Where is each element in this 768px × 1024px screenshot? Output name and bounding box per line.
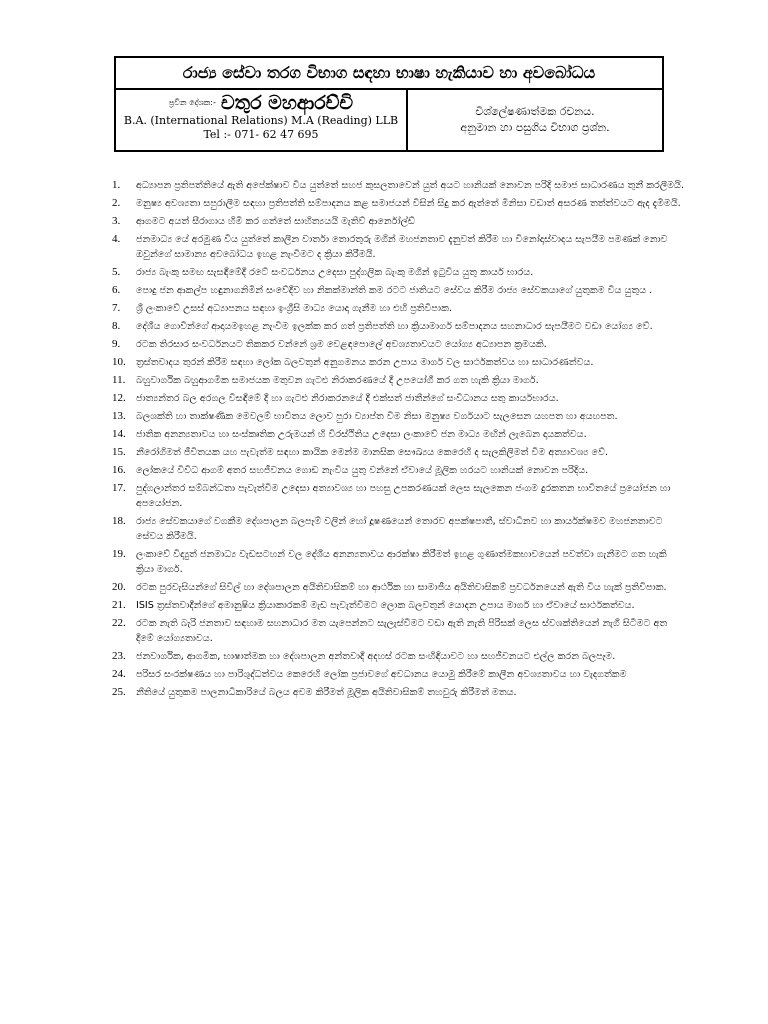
list-item-text: ජාත්‍යන්තර බල අරගල විසඳීමේ දී හා ගැටළු නිරාකරනයේ දී එක්සත් ජාතීන්ගේ සංවිධානය සතු කාර්යභාරය. bbox=[136, 393, 559, 404]
list-item bbox=[112, 319, 684, 334]
list-item bbox=[112, 685, 684, 700]
list-item bbox=[112, 547, 684, 577]
list-item-text: පරිසර සංරක්ෂණය හා පාරිශුද්ධත්වය කෙරෙහි ලෝක ප්‍රජාවගේ අවධානය යොමු කිරීමේ කාලීන අවශ්‍යතාවය හා වැදගත්කම bbox=[136, 669, 627, 680]
list-item bbox=[112, 409, 684, 424]
list-item bbox=[112, 265, 684, 280]
lecturer-info bbox=[116, 90, 408, 152]
list-item-number: 23. bbox=[112, 650, 126, 662]
list-item-number: 15. bbox=[112, 446, 126, 458]
list-item bbox=[112, 283, 684, 298]
list-item-number: 24. bbox=[112, 668, 126, 680]
list-item-number: 10. bbox=[112, 356, 126, 368]
list-item-text: අධ්‍යාපන ප්‍රතිපත්තියේ ඇති අපේක්ෂාව විය යුත්තේ සහජ කුසලතාවෙන් යුත් අයට හානියක් නොවන පරිදි සමාජ සාධාරණය තුනී කරලීමයි. bbox=[136, 180, 684, 191]
list-item-number: 2. bbox=[112, 197, 121, 209]
list-item-number: 21. bbox=[112, 599, 126, 611]
list-item bbox=[112, 463, 684, 478]
header-info-row bbox=[116, 90, 662, 152]
list-item bbox=[112, 616, 684, 646]
list-item bbox=[112, 580, 684, 595]
list-item-number: 4. bbox=[112, 233, 121, 245]
list-item bbox=[112, 649, 684, 664]
list-item-number: 13. bbox=[112, 410, 126, 422]
list-item bbox=[112, 667, 684, 682]
list-item-number: 9. bbox=[112, 338, 121, 350]
list-item-text: ජනවාර්ගික, ආගමික, භාෂාත්මක හා දේශපාලන අන්තවාදී අදහස් රටක සංහිඳියාවට හා සහජීවනයට එල්ල කරන බලපෑම. bbox=[136, 651, 616, 662]
list-item-number: 1. bbox=[112, 179, 121, 191]
list-item-text: බහුවාර්ගික බහුආගමික සමාජයක මතුවන ගැටළු නිරාකරණයේ දී උපයෝගී කර ගත හැකි ක්‍රියා මාර්ග. bbox=[136, 375, 539, 386]
subject-line-2: අනුමාන හා පසුගිය විභාග ප්‍රශ්න. bbox=[460, 121, 610, 134]
list-item bbox=[112, 445, 684, 460]
list-item-number: 7. bbox=[112, 302, 121, 314]
list-item bbox=[112, 598, 684, 613]
list-item-text: නීරෝගිමත් ජීවිතයක යහ පැවැත්ම සඳහා කායික මෙන්ම මානසික සෞඛ්‍යය කෙරෙහි ද සැලකිලිමත් වීම අත්‍යාවශ්‍ය වේ. bbox=[136, 447, 609, 458]
list-item-text: දේශීය ගොවීන්ගේ ආදායමඉහළ නැංවීම ඉලක්ක කර ගත් ප්‍රතිපත්ති හා ක්‍රියාමාර්ග සම්පාදනය සහනාධාර සැපයීමට වඩා යෝග්‍ය වේ. bbox=[136, 321, 653, 332]
list-item-text: නීතියේ යුතුකම පාලනාධිකාරියේ බලය අවම කිරීමත් මූලික අයිතිවාසිකම් තහවුරු කිරීමත් මතය. bbox=[136, 687, 517, 698]
lecturer-label: ප්‍රවීන දේශක:- bbox=[168, 98, 216, 107]
list-item bbox=[112, 514, 684, 544]
list-item-text: ISIS ත්‍රස්තවාදීන්ගේ අමානුෂිය ක්‍රියාකාරකම් මැඩ පැවැත්වීමට ලොක බලවතුන් යොදන උපාය මාර්ග හා ඒවායේ සාර්ථකත්වය. bbox=[136, 600, 635, 611]
list-item bbox=[112, 391, 684, 406]
list-item-text: රටක තිරසාර සංවර්ධනයට තිකකර වන්නේ ශ්‍රම වෙළඳපොලේ අවශ්‍යතාවයට යෝග්‍ය අධ්‍යාපන ක්‍රමයකි. bbox=[136, 339, 547, 350]
list-item bbox=[112, 214, 684, 229]
list-item-number: 3. bbox=[112, 215, 121, 227]
list-item-text: බලශක්ති හා තාක්ෂණික මෙවලම් භාවිතය ලොව පුරා ව්‍යාප්ත වීම නිසා මනුෂ්‍ය වර්ගයාට සැලසෙන යහපත හා අයහපත. bbox=[136, 411, 618, 422]
list-item-text: රටක පුරවැසියන්ගේ සිවිල් හා දේශපාලන අයිතිවාසිකම් හා ආර්ථික හා සාමාජීය අයිතිවාසිකම් ප්‍රවර්ධනයෙන් ඇති විය හැක් ප්‍රතිවිපාක. bbox=[136, 582, 667, 593]
list-item bbox=[112, 337, 684, 352]
list-item-text: ආගමට අයත් සීරාගාය හිමි කර ගත්තේ සාහිත්‍යයයි මැතිව් ආර්නෝල්ඩ් bbox=[136, 216, 416, 227]
list-item-text: ලංකාවේ විද්‍යුත් ජනමාධ්‍ය වැඩසටහන් වල දේශීය අනන්‍යතාවය ආරක්ෂා කිරීමත් ඉහළ ගුණාත්මකභාවයෙන් පවත්වා ගැනීමට ගත හැකි ක්‍රියා මාර්ග. bbox=[136, 549, 667, 575]
list-item bbox=[112, 373, 684, 388]
list-item-number: 8. bbox=[112, 320, 121, 332]
list-item-text: ජාතික අනන්‍යතාවය හා සංස්කෘතික උරුමයන් හි විරස්ථිතිය උදෙසා ලංකාවේ ජන මාධ්‍ය මඟින් ලැබෙන දායකත්වය. bbox=[136, 429, 587, 440]
list-item-number: 11. bbox=[112, 374, 126, 386]
list-item-number: 18. bbox=[112, 515, 126, 527]
subject-line-1: විශ්ලේෂණාත්මක රචනය. bbox=[475, 105, 595, 118]
list-item-text: ජනමාධ්‍ය යේ අරමුණ විය යුත්තේ කාලීන වාර්තා තොරතුරු මගින් මහජනතාව දැනුවත් කිරීම හා විනෝදාස්වාදය සැපයීම පමණක් නොව ඔවුන්ගේ සාමාන්‍ය අවබෝධය ඉහළ නැංවීමට ද ක්‍රියා කිරීමයි. bbox=[136, 234, 668, 260]
header-box bbox=[114, 56, 664, 152]
lecturer-name: චතුර මහආරච්චි bbox=[220, 92, 354, 114]
list-item-text: මනුෂ්‍ය අවශ්‍යතා සපුරාලීම සඳහා ප්‍රතිපත්ති සම්පාදනය කළ සමාජයන් විසින් සිදු කර ඇත්තේ මිනිසා වඩාත් අසරණ තත්ත්වයට ඇද දැමීමයි. bbox=[136, 198, 681, 209]
page-title: රාජ්‍ය සේවා තරග විභාග සඳහා භාෂා හැකියාව හා අවබෝධය bbox=[116, 58, 662, 90]
list-item-number: 17. bbox=[112, 482, 126, 494]
list-item bbox=[112, 196, 684, 211]
list-item-text: ලෝකයේ විවිධ ආගම් අතර සහජීවනය ගොඩ නැංවිය යුතු වන්නේ ඒවායේ මූලික හරයට හානියක් නොවන පරිදිය. bbox=[136, 465, 589, 476]
lecturer-telephone: Tel :- 071- 62 47 695 bbox=[203, 128, 319, 141]
list-item-number: 25. bbox=[112, 686, 126, 698]
list-item-number: 22. bbox=[112, 617, 126, 629]
subject-info bbox=[408, 90, 662, 152]
list-item-number: 6. bbox=[112, 284, 121, 296]
list-item bbox=[112, 178, 684, 193]
list-item bbox=[112, 427, 684, 442]
list-item bbox=[112, 232, 684, 262]
list-item-number: 5. bbox=[112, 266, 121, 278]
list-item-text: රටක නැති බැරි ජනතාව සඳහාම සහනාධාර මත යැපෙන්නට සැලැස්වීමට වඩා ඇති නැති පිරිසක් ලෙස ස්වශක්තියෙන් නැගී සිටීමට අත දීමේ යෝග්‍යතාවය. bbox=[136, 618, 668, 644]
list-item bbox=[112, 301, 684, 316]
list-item-text: පුද්ගලාන්තර සම්බන්ධතා පැවැත්වීම උදෙසා අත්‍යාවශ්‍ය හා පහසු උපකරණයක් ලෙස සැලකෙන ජංගම දුරකතන භාවිතයේ ප්‍රයෝජන හා අපයෝජන. bbox=[136, 483, 671, 509]
list-item-text: ශ්‍රී ලංකාවේ උසස් අධ්‍යාපනය සඳහා ඉංග්‍රීසි මාධ්‍ය යොදා ගැනීම හා එහි ප්‍රතිවිපාක. bbox=[136, 303, 452, 314]
essay-topics-list bbox=[112, 178, 684, 703]
lecturer-qualifications: B.A. (International Relations) M.A (Reading) LLB bbox=[123, 114, 399, 127]
list-item-text: ත්‍රස්තවාදය තුරන් කිරීම සඳහා ලෝක බලවතුන් අනුගමනය කරන උපාය මාර්ග වල සාර්ථකත්වය හා සාධාරණත්වය. bbox=[136, 357, 594, 368]
list-item-number: 19. bbox=[112, 548, 126, 560]
list-item-text: රාජ්‍ය සේවකයාගේ වගකීම දේශපාලන බලපෑම් වලින් හෝ දූෂණයෙන් තොරව අපක්ෂපාතී, ස්වාධීනව හා කාර්යක්ෂමව මහජනතාවට සේවය කිරීමයි. bbox=[136, 516, 663, 542]
lecturer-line bbox=[116, 92, 406, 114]
list-item-number: 14. bbox=[112, 428, 126, 440]
list-item bbox=[112, 355, 684, 370]
list-item-number: 20. bbox=[112, 581, 126, 593]
list-item-number: 16. bbox=[112, 464, 126, 476]
list-item-text: පොදු ජන ආකල්ප හඳුනාගනිමින් සංවේදීව හා නිකක්මාන්ති කම රටට ජාතියට සේවය කිරීම රාජ්‍ය සේවකයාගේ යුතුකම විය යුතුය . bbox=[136, 285, 653, 296]
list-item-number: 12. bbox=[112, 392, 126, 404]
list-item-text: රාජ්‍ය බැංකු සමඟ සැසඳීමේදී රටේ සංවර්ධනය උදෙසා පුද්ගලික බැංකු මගින් ඉටුවිය යුතු කාර්ය භාරය. bbox=[136, 267, 534, 278]
list-item bbox=[112, 481, 684, 511]
